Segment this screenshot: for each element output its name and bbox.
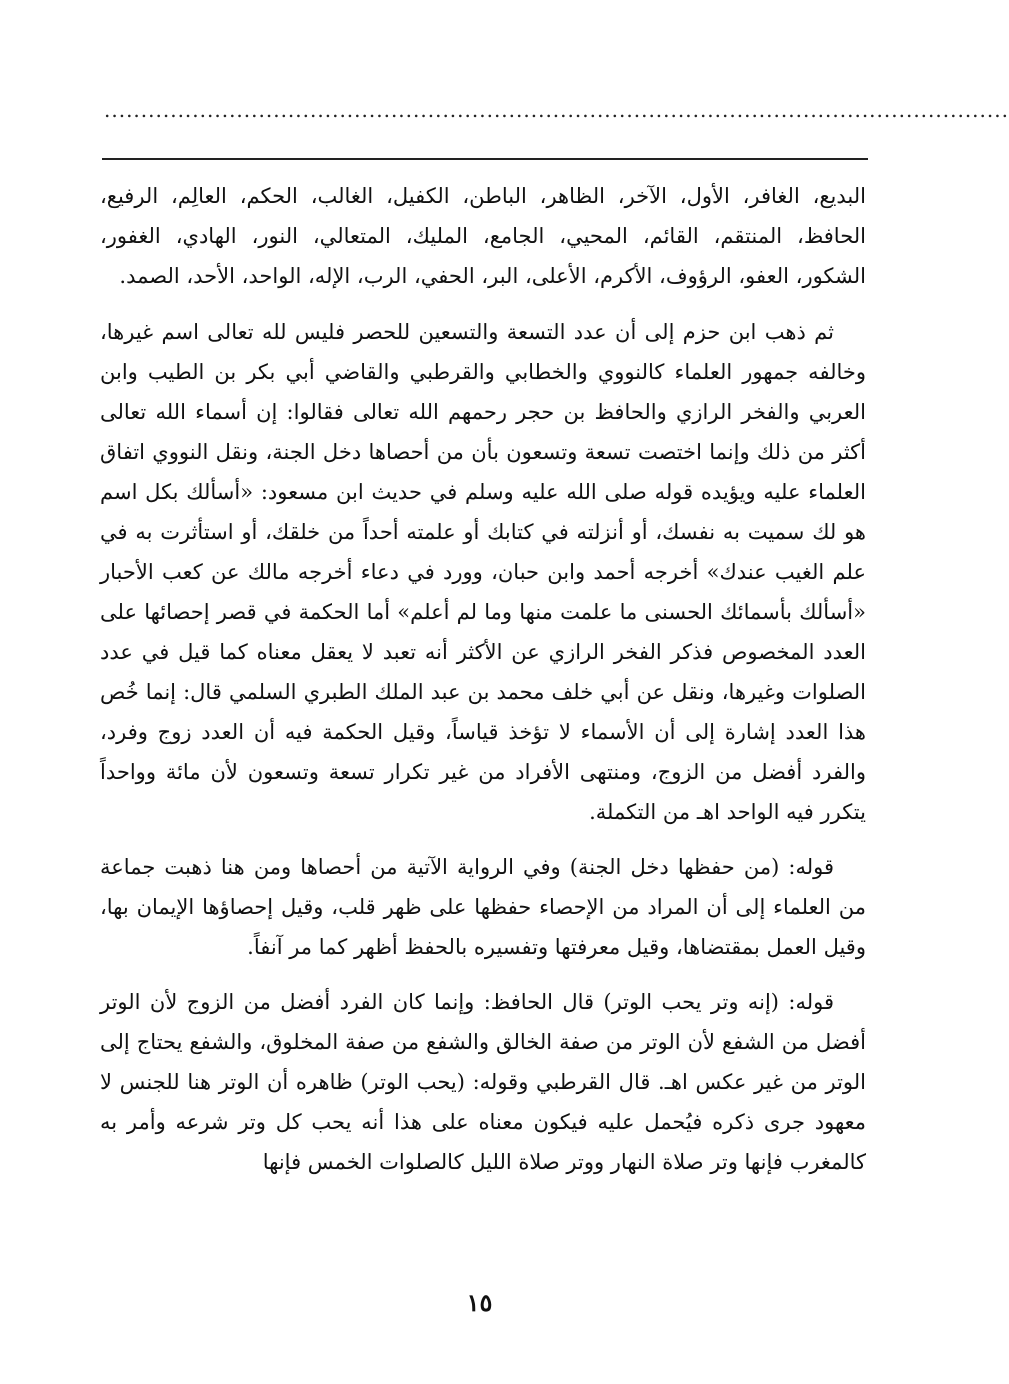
paragraph-witr: قوله: (إنه وتر يحب الوتر) قال الحافظ: وإنما كان الفرد أفضل من الزوج لأن الوتر أفضل من الشفع لأن الوتر من صفة الخالق والشفع من صفة المخلوق، والشفع يحتاج إلى الوتر من غير عكس اهـ. قال القرطبي وقوله: (يحب الوتر) ظاهره أن الوتر هنا للجنس لا معهود جرى ذكره فيُحمل عليه فيكون معناه على هذا أنه يحب كل وتر شرعه وأمر به كالمغرب فإنها وتر صلاة النهار ووتر صلاة الليل كالصلوات الخمس فإنها bbox=[100, 990, 866, 1174]
footnote-rule bbox=[102, 158, 868, 160]
dotted-separator: ........................................................................................................................... bbox=[104, 98, 1009, 122]
page-number: ١٥ bbox=[466, 1288, 493, 1317]
body-text bbox=[100, 176, 866, 1197]
paragraph-hifz: قوله: (من حفظها دخل الجنة) وفي الرواية الآتية من أحصاها ومن هنا ذهبت جماعة من العلماء إلى أن المراد من الإحصاء حفظها على ظهر قلب، وقيل إحصاؤها الإيمان بها، وقيل العمل بمقتضاها، وقيل معرفتها وتفسيره بالحفظ أظهر كما مر آنفاً. bbox=[100, 855, 867, 959]
paragraph-ibn-hazm: ثم ذهب ابن حزم إلى أن عدد التسعة والتسعين للحصر فليس لله تعالى اسم غيرها، وخالفه جمهور العلماء كالنووي والخطابي والقرطبي والقاضي أبي بكر بن الطيب وابن العربي والفخر الرازي والحافظ بن حجر رحمهم الله تعالى فقالوا: إن أسماء الله تعالى أكثر من ذلك وإنما اختصت تسعة وتسعون بأن من أحصاها دخل الجنة، ونقل النووي اتفاق العلماء عليه ويؤيده قوله صلى الله عليه وسلم في حديث ابن مسعود: «أسألك بكل اسم هو لك سميت به نفسك، أو أنزلته في كتابك أو علمته أحداً من خلقك، أو استأثرت به في علم الغيب عندك» أخرجه أحمد وابن حبان، وورد في دعاء أخرجه مالك عن كعب الأحبار «أسألك بأسمائك الحسنى ما علمت منها وما لم أعلم» أما الحكمة في قصر إحصائها على العدد المخصوص فذكر الفخر الرازي عن الأكثر أنه تعبد لا يعقل معناه كما قيل في عدد الصلوات وغيرها، ونقل عن أبي خلف محمد بن عبد الملك الطبري السلمي قال: إنما خُص هذا العدد إشارة إلى أن الأسماء لا تؤخذ قياساً، وقيل الحكمة فيه أن العدد زوج وفرد، والفرد أفضل من الزوج، ومنتهى الأفراد من غير تكرار تسعة وتسعون لأن مائة وواحداً يتكرر فيه الواحد اهـ من التكملة. bbox=[100, 320, 866, 824]
paragraph-names-list: البديع، الغافر، الأول، الآخر، الظاهر، الباطن، الكفيل، الغالب، الحكم، العالِم، الرفيع، الحافظ، المنتقم، القائم، المحيي، الجامع، المليك، المتعالي، النور، الهادي، الغفور، الشكور، العفو، الرؤوف، الأكرم، الأعلى، البر، الحفي، الرب، الإله، الواحد، الأحد، الصمد. bbox=[100, 184, 866, 288]
